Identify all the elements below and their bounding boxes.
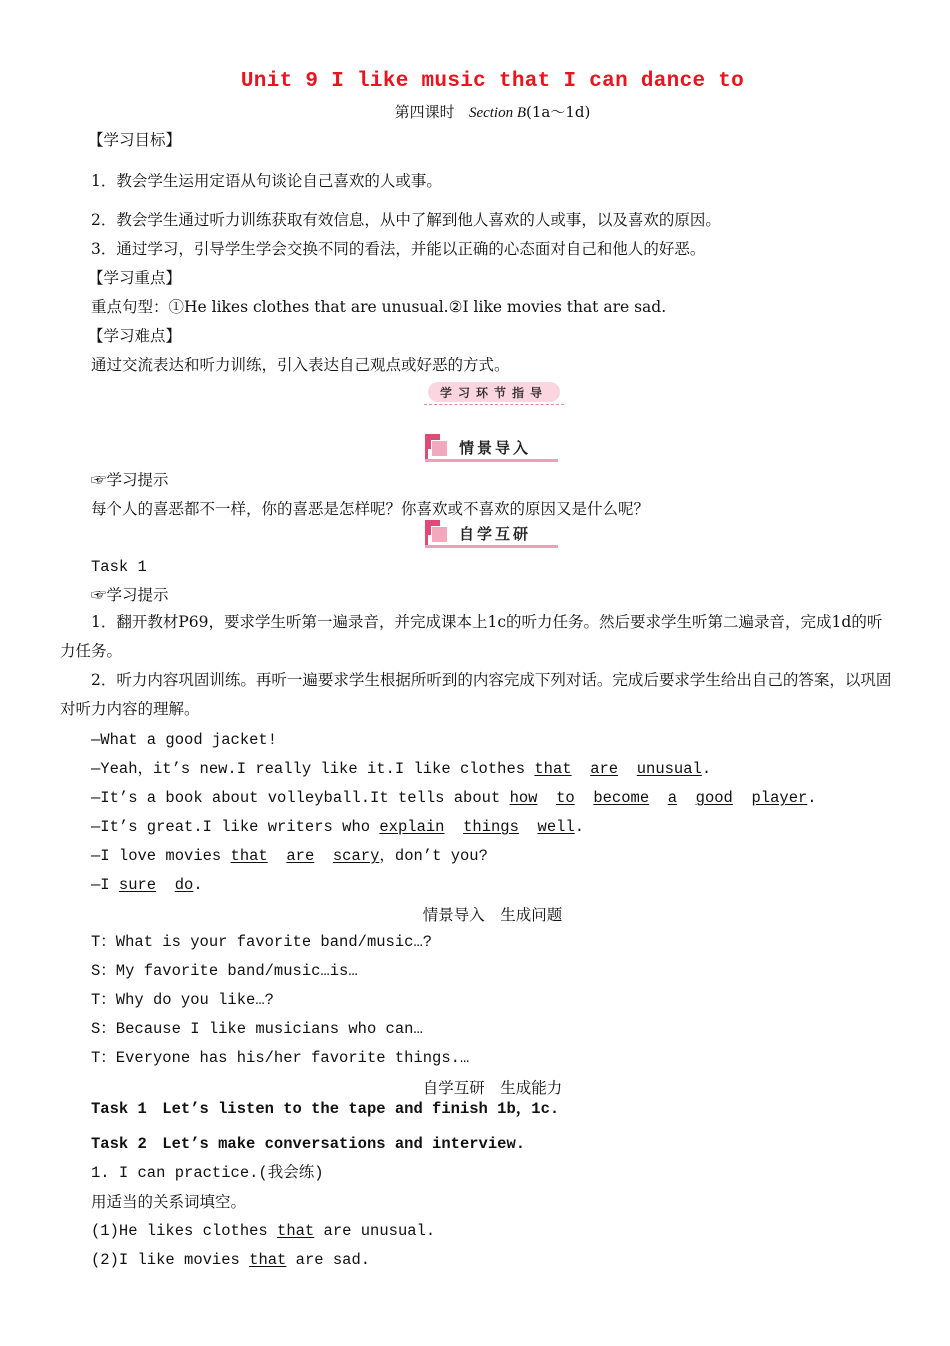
difficulty-header: 【学习难点】: [88, 327, 182, 345]
teacher-heading-1: 情景导入 生成问题: [422, 906, 563, 924]
answer-blank: good: [695, 789, 733, 807]
task2-heading: Task 2 Let’s make conversations and interview.: [91, 1135, 526, 1153]
dialogue-line-3: [91, 788, 817, 808]
teacher-line-3: T：Why do you like…?: [91, 991, 274, 1009]
task1-instruction-2: 2．听力内容巩固训练。再听一遍要求学生根据所听到的内容完成下列对话。完成后要求学生给出自己的答案，以巩固对听力内容的理解。: [60, 671, 892, 718]
answer-blank: explain: [379, 818, 445, 836]
dialogue-line-5: [91, 846, 488, 866]
answer-blank: scary: [332, 847, 380, 865]
section-header-underline: [425, 459, 558, 462]
section-header-underline: [425, 545, 558, 548]
section-header-square-icon-2: [431, 526, 448, 543]
answer-blank: that: [230, 847, 268, 865]
answer-blank: are: [590, 760, 619, 778]
page-title: Unit 9 I like music that I can dance to: [240, 70, 745, 93]
intro-question: 每个人的喜恶都不一样，你的喜恶是怎样呢？你喜欢或不喜欢的原因又是什么呢？: [91, 500, 650, 518]
practice-text: are sad.: [286, 1251, 371, 1269]
objective-1: 1．教会学生运用定语从句谈论自己喜欢的人或事。: [91, 172, 442, 190]
answer-blank: well: [537, 818, 575, 836]
dialogue-line-6: [91, 875, 203, 895]
teacher-line-5: T：Everyone has his/her favorite things.…: [91, 1049, 470, 1067]
dialogue-line-2: [91, 759, 711, 779]
section-header-square-icon-2: [431, 440, 448, 457]
difficulty-text: 通过交流表达和听力训练，引入表达自己观点或好恶的方式。: [91, 356, 510, 374]
dialogue-text: —I: [91, 876, 119, 894]
dialogue-text: —It’s a book about volleyball.It tells about: [91, 789, 510, 807]
dialogue-text: —I love movies: [91, 847, 231, 865]
answer-blank: that: [277, 1222, 315, 1240]
answer-blank: unusual: [636, 760, 702, 778]
practice-text: (1)He likes clothes: [91, 1222, 278, 1240]
teacher-heading-2: 自学互研 生成能力: [422, 1079, 563, 1097]
dialogue-line-4: [91, 817, 584, 837]
answer-blank: things: [463, 818, 519, 836]
answer-blank: a: [667, 789, 678, 807]
answer-blank: that: [534, 760, 572, 778]
task1-instruction-1: 1．翻开教材P69，要求学生听第一遍录音，并完成课本上1c的听力任务。然后要求学生听第二遍录音，完成1d的听力任务。: [60, 613, 883, 660]
section-title-intro: 情景导入: [459, 439, 532, 457]
key-points-header: 【学习重点】: [88, 269, 182, 287]
dialogue-text: —Yeah，it’s new.I really like it.I like clothes: [91, 760, 535, 778]
practice-item-2: [91, 1250, 370, 1270]
answer-blank: that: [249, 1251, 287, 1269]
dialogue-text: .: [574, 818, 585, 836]
answer-blank: player: [751, 789, 808, 807]
dialogue-text: .: [701, 760, 712, 778]
dialogue-text: .: [807, 789, 817, 807]
section-header-selfstudy: [425, 520, 558, 548]
practice-text: (2)I like movies: [91, 1251, 250, 1269]
section-title-selfstudy: 自学互研: [459, 525, 532, 543]
dialogue-text: —It’s great.I like writers who: [91, 818, 380, 836]
task1-label: Task 1: [91, 558, 147, 576]
section-label: Section B: [468, 105, 527, 121]
teacher-line-2: S：My favorite band/music…is…: [91, 962, 358, 980]
page-subtitle: [0, 101, 950, 122]
answer-blank: sure: [118, 876, 157, 894]
practice-label: 1. I can practice.(我会练): [91, 1164, 324, 1182]
section-range: (1a～1d): [526, 103, 591, 121]
answer-blank: do: [174, 876, 194, 894]
guide-banner-dash: [424, 404, 564, 405]
objective-2: 2．教会学生通过听力训练获取有效信息，从中了解到他人喜欢的人或事，以及喜欢的原因。: [91, 211, 721, 229]
answer-blank: become: [593, 789, 650, 807]
teacher-line-1: T：What is your favorite band/music…?: [91, 933, 433, 951]
guide-banner-text: 学习环节指导: [439, 386, 548, 400]
lesson-label: 第四课时: [394, 103, 455, 121]
answer-blank: are: [286, 847, 315, 865]
guide-banner: [424, 380, 564, 406]
dialogue-line-1: —What a good jacket!: [91, 731, 278, 749]
answer-blank: how: [509, 789, 538, 807]
answer-blank: to: [556, 789, 575, 807]
objective-3: 3．通过学习，引导学生学会交换不同的看法，并能以正确的心态面对自己和他人的好恶。: [91, 240, 706, 258]
practice-item-1: [91, 1221, 435, 1241]
objectives-header: 【学习目标】: [88, 131, 182, 149]
practice-text: are unusual.: [314, 1222, 436, 1240]
task1-heading: Task 1 Let’s listen to the tape and finish 1b，1c.: [91, 1100, 560, 1118]
dialogue-text: ，don’t you?: [379, 847, 488, 865]
tip-label: ☞学习提示: [91, 471, 169, 489]
practice-instruction: 用适当的关系词填空。: [91, 1193, 247, 1211]
tip-label-2: ☞学习提示: [91, 586, 169, 604]
key-points-text: 重点句型：①He likes clothes that are unusual.②I like movies that are sad.: [91, 298, 667, 316]
section-header-intro: [425, 434, 558, 462]
dialogue-text: .: [193, 876, 203, 894]
teacher-line-4: S：Because I like musicians who can…: [91, 1020, 423, 1038]
